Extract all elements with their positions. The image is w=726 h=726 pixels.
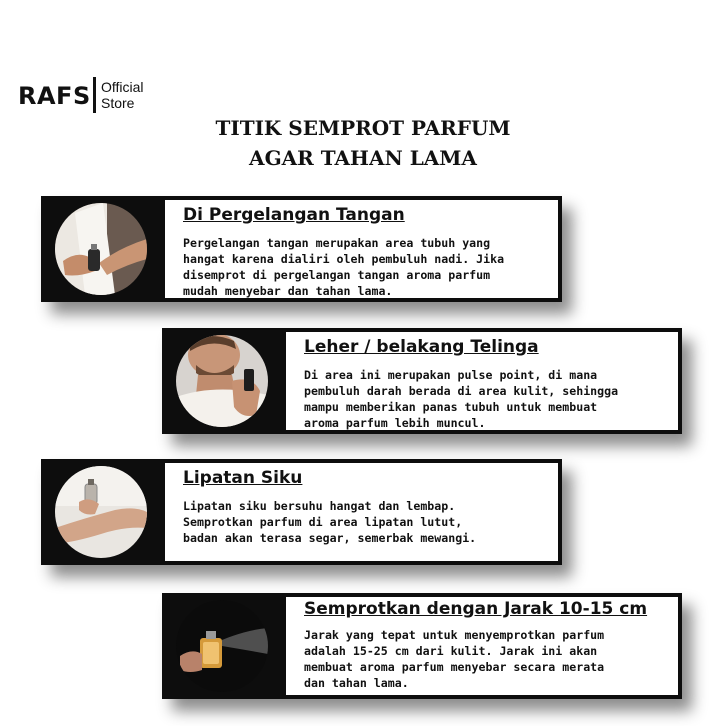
page-title-line-2: AGAR TAHAN LAMA (249, 146, 477, 170)
tip-line: badan akan terasa segar, semerbak mewangi. (183, 531, 477, 545)
tip-heading: Leher / belakang Telinga (304, 337, 539, 357)
tip-description (304, 367, 674, 431)
tip-heading: Semprotkan dengan Jarak 10-15 cm (304, 599, 648, 619)
spray-distance-photo (176, 600, 268, 692)
tip-card-elbow (41, 459, 562, 565)
tip-card-distance-panel (286, 597, 678, 695)
tip-line: Jarak yang tepat untuk menyemprotkan parfum (304, 628, 605, 642)
logo-official-text: Official (101, 79, 144, 95)
tip-card-wrist (41, 196, 562, 302)
tip-heading: Di Pergelangan Tangan (183, 205, 405, 225)
tip-line: Di area ini merupakan pulse point, di mana (304, 368, 598, 382)
tip-line: hangat karena dialiri oleh pembuluh nadi. Jika (183, 252, 505, 266)
tip-line: dan tahan lama. (304, 676, 409, 690)
logo-brand-text: RAFS (18, 82, 91, 110)
tip-card-elbow-panel (165, 463, 558, 561)
wrist-spray-photo (55, 203, 147, 295)
tip-line: aroma parfum lebih muncul. (304, 416, 486, 430)
tip-line: mudah menyebar dan tahan lama. (183, 284, 393, 298)
tip-heading: Lipatan Siku (183, 468, 303, 488)
elbow-spray-photo (55, 466, 147, 558)
tip-line: Pergelangan tangan merupakan area tubuh yang (183, 236, 491, 250)
tip-description (183, 498, 554, 546)
logo-store-text: Store (101, 95, 135, 111)
tip-line: adalah 15-25 cm dari kulit. Jarak ini akan (304, 644, 598, 658)
tip-line: pembuluh darah berada di area kulit, sehingga (304, 384, 619, 398)
tip-line: membuat aroma parfum menyebar secara merata (304, 660, 605, 674)
tip-line: disemprot di pergelangan tangan aroma parfum (183, 268, 491, 282)
neck-spray-photo (176, 335, 268, 427)
tip-description (183, 235, 554, 299)
tip-card-wrist-panel (165, 200, 558, 298)
tip-card-neck (162, 328, 682, 434)
tip-card-neck-panel (286, 332, 678, 430)
tip-line: mampu memberikan panas tubuh untuk membuat (304, 400, 598, 414)
page-title-line-1: TITIK SEMPROT PARFUM (215, 116, 511, 140)
tip-card-distance (162, 593, 682, 699)
tip-description (304, 627, 674, 691)
tip-line: Semprotkan parfum di area lipatan lutut, (183, 515, 463, 529)
tip-line: Lipatan siku bersuhu hangat dan lembap. (183, 499, 456, 513)
logo-divider (93, 77, 96, 113)
